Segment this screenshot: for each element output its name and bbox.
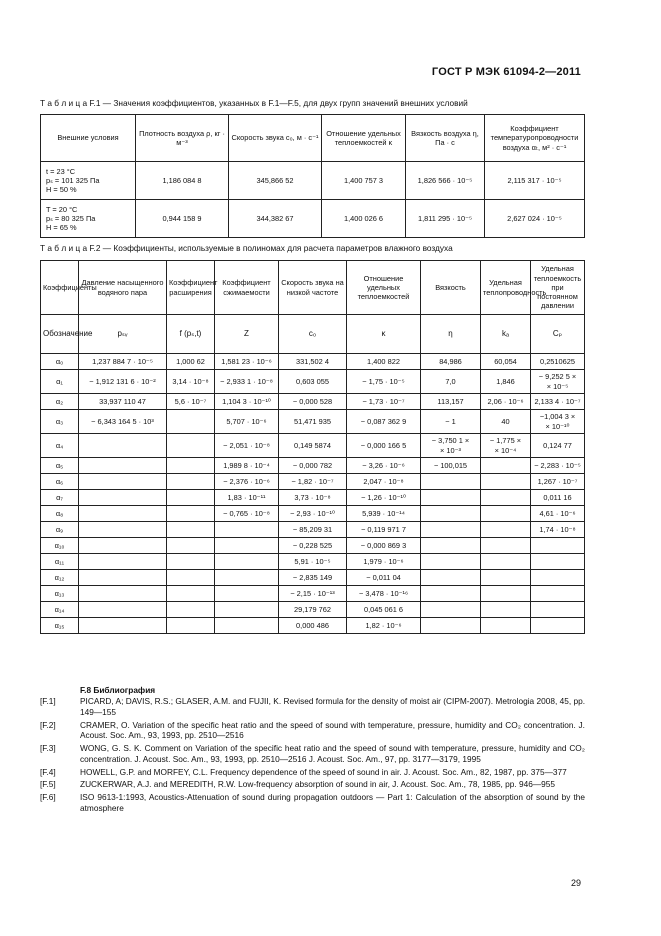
coefficient-label: α₁ [41, 370, 79, 394]
table-row [41, 506, 585, 522]
symbol-cell: pₛᵥ [79, 315, 167, 354]
table-cell: 1,186 084 8 [136, 162, 229, 200]
table-cell [167, 410, 215, 434]
table-cell [167, 458, 215, 474]
symbol-cell: η [421, 315, 481, 354]
symbol-cell: Cₚ [531, 315, 585, 354]
table-cell: 1,83 · 10⁻¹¹ [215, 490, 279, 506]
table-cell: 1,237 884 7 · 10⁻⁵ [79, 354, 167, 370]
table-cell [421, 490, 481, 506]
table-cell: − 1,75 · 10⁻⁵ [347, 370, 421, 394]
table-cell [421, 602, 481, 618]
conditions-cell [41, 162, 136, 200]
table-f2-header: Удельная теплоемкость при постоянном давлении [531, 261, 585, 315]
table-cell [167, 586, 215, 602]
table-cell [167, 474, 215, 490]
table-row [41, 586, 585, 602]
table-cell [79, 506, 167, 522]
table-cell: 1,000 62 [167, 354, 215, 370]
table-cell: − 2,93 · 10⁻¹⁰ [279, 506, 347, 522]
table-cell: − 0,228 525 [279, 538, 347, 554]
table-cell: − 9,252 5 × × 10⁻⁵ [531, 370, 585, 394]
table-cell: − 2,933 1 · 10⁻⁸ [215, 370, 279, 394]
reference-number: [F.3] [40, 743, 56, 754]
table-cell [79, 618, 167, 634]
reference-text: PICARD, A; DAVIS, R.S.; GLASER, A.M. and FUJII, K. Revised formula for the density of moist air (CIPM-2007). Metrologia 2008, 45, pp. 149—155 [80, 696, 585, 717]
table-cell: − 1,26 · 10⁻¹⁰ [347, 490, 421, 506]
table-cell [481, 474, 531, 490]
table-cell: − 6,343 164 5 · 10³ [79, 410, 167, 434]
coefficient-label: α₁₃ [41, 586, 79, 602]
condition-line: pₛ = 101 325 Па [46, 175, 100, 185]
table-row [41, 200, 585, 238]
condition-line: pₛ = 80 325 Па [46, 213, 96, 223]
table-cell [167, 602, 215, 618]
table-row [41, 490, 585, 506]
bibliography-entry [40, 767, 585, 778]
table-cell: − 3,750 1 × × 10⁻³ [421, 434, 481, 458]
table-cell: 2,06 · 10⁻⁶ [481, 394, 531, 410]
table-cell [481, 602, 531, 618]
table-cell: 0,2510625 [531, 354, 585, 370]
table-cell: − 0,765 · 10⁻⁸ [215, 506, 279, 522]
table-f2-header: Вязкость [421, 261, 481, 315]
table-cell [79, 554, 167, 570]
table-cell [421, 586, 481, 602]
table-cell [167, 490, 215, 506]
table-f2-header: Удельная теплопроводность [481, 261, 531, 315]
table-cell: 0,944 158 9 [136, 200, 229, 238]
table-cell: 2,133 4 · 10⁻⁷ [531, 394, 585, 410]
reference-text: HOWELL, G.P. and MORFEY, C.L. Frequency dependence of the speed of sound in air. J. Acoust. Soc. Am., 82, 1987, pp. 375—377 [80, 766, 567, 777]
coefficient-label: α₉ [41, 522, 79, 538]
table-f1-caption: Т а б л и ц а F.1 — Значения коэффициентов, указанных в F.1—F.5, для двух групп значений внешних условий [40, 98, 468, 108]
table-cell [215, 618, 279, 634]
table-cell [421, 618, 481, 634]
table-f2-header: Коэффициенты [41, 261, 79, 315]
table-cell: 0,045 061 6 [347, 602, 421, 618]
symbol-cell: kₐ [481, 315, 531, 354]
table-cell [531, 586, 585, 602]
table-row [41, 554, 585, 570]
table-cell [531, 570, 585, 586]
table-cell [481, 570, 531, 586]
table-cell: 5,707 · 10⁻⁶ [215, 410, 279, 434]
table-row [41, 370, 585, 394]
table-f2-symbol-row [41, 315, 585, 354]
table-cell: 60,054 [481, 354, 531, 370]
table-cell: 2,115 317 · 10⁻⁵ [485, 162, 585, 200]
coefficient-label: α₁₂ [41, 570, 79, 586]
table-cell: − 2,15 · 10⁻¹³ [279, 586, 347, 602]
table-cell: 29,179 762 [279, 602, 347, 618]
reference-text: WONG, G. S. K. Comment on Variation of the specific heat ratio and the speed of sound with temperature, pressure, humidity and CO₂ concentration. J. Acoust. Soc. Am., 93, 1993, pp. 2510—2516 J. Acoust. Soc. Am., 97, pp. 3177—3179, 1995 [80, 743, 585, 764]
coefficient-label: α₁₁ [41, 554, 79, 570]
table-cell [531, 602, 585, 618]
table-row [41, 618, 585, 634]
table-cell [167, 506, 215, 522]
standard-header: ГОСТ Р МЭК 61094-2—2011 [431, 66, 581, 78]
table-cell: 1,400 026 6 [322, 200, 406, 238]
table-cell [79, 602, 167, 618]
table-cell [531, 538, 585, 554]
table-cell: 0,011 16 [531, 490, 585, 506]
table-row [41, 522, 585, 538]
table-cell: − 0,011 04 [347, 570, 421, 586]
table-f1-header: Вязкость воздуха η, Па · с [406, 115, 485, 162]
table-cell: − 2,376 · 10⁻⁶ [215, 474, 279, 490]
reference-number: [F.6] [40, 792, 56, 803]
reference-number: [F.2] [40, 719, 56, 730]
table-cell [531, 554, 585, 570]
bibliography-entry [40, 779, 585, 790]
table-cell: 40 [481, 410, 531, 434]
table-cell: 2,627 024 · 10⁻⁵ [485, 200, 585, 238]
table-row [41, 394, 585, 410]
bibliography-entry [40, 792, 585, 814]
table-f1-header: Коэффициент температуропроводности воздуха αₜ, м² · с⁻¹ [485, 115, 585, 162]
table-cell [167, 538, 215, 554]
table-cell: 1,581 23 · 10⁻⁶ [215, 354, 279, 370]
table-f2 [40, 260, 585, 634]
table-cell [215, 554, 279, 570]
coefficient-label: α₁₅ [41, 618, 79, 634]
table-cell: 1,979 · 10⁻⁶ [347, 554, 421, 570]
table-cell [481, 458, 531, 474]
table-f2-header-row [41, 261, 585, 315]
table-cell: 1,267 · 10⁻⁷ [531, 474, 585, 490]
condition-line: t = 23 °C [46, 166, 76, 176]
symbol-cell: f (pₛ,t) [167, 315, 215, 354]
table-f1-header: Плотность воздуха ρ, кг · м⁻³ [136, 115, 229, 162]
table-cell: 0,149 5874 [279, 434, 347, 458]
table-cell: 5,6 · 10⁻⁷ [167, 394, 215, 410]
symbol-cell: κ [347, 315, 421, 354]
table-cell: 331,502 4 [279, 354, 347, 370]
table-cell [167, 554, 215, 570]
symbol-label: Обозначение [41, 315, 79, 354]
table-cell [167, 570, 215, 586]
table-cell [167, 618, 215, 634]
condition-line: H = 65 % [46, 223, 77, 233]
table-cell: 0,000 486 [279, 618, 347, 634]
coefficient-label: α₆ [41, 474, 79, 490]
table-cell: 1,82 · 10⁻⁶ [347, 618, 421, 634]
table-cell: − 85,209 31 [279, 522, 347, 538]
table-cell: 5,939 · 10⁻¹⁴ [347, 506, 421, 522]
table-cell [79, 570, 167, 586]
reference-text: ZUCKERWAR, A.J. and MEREDITH, R.W. Low-frequency absorption of sound in air, J. Acoust. Soc. Am., 78, 1985, pp. 946—955 [80, 779, 555, 790]
table-cell [481, 522, 531, 538]
bibliography-entry [40, 743, 585, 765]
table-cell: 1,826 566 · 10⁻⁵ [406, 162, 485, 200]
table-cell: 0,603 055 [279, 370, 347, 394]
table-row [41, 354, 585, 370]
table-cell: −1,004 3 × × 10⁻¹⁰ [531, 410, 585, 434]
table-cell: 1,400 757 3 [322, 162, 406, 200]
table-cell: 33,937 110 47 [79, 394, 167, 410]
table-row [41, 538, 585, 554]
reference-number: [F.5] [40, 779, 56, 790]
table-cell [421, 554, 481, 570]
table-cell [481, 586, 531, 602]
table-cell [215, 602, 279, 618]
table-f2-header: Отношение удельных теплоемкостей [347, 261, 421, 315]
coefficient-label: α₈ [41, 506, 79, 522]
table-cell [481, 490, 531, 506]
table-cell [481, 618, 531, 634]
table-cell: − 1,82 · 10⁻⁷ [279, 474, 347, 490]
table-f1 [40, 114, 585, 238]
bibliography-title: F.8 Библиография [80, 685, 156, 695]
table-cell [79, 522, 167, 538]
table-f2-header: Коэффициент расширения [167, 261, 215, 315]
table-cell: − 3,26 · 10⁻⁶ [347, 458, 421, 474]
coefficient-label: α₃ [41, 410, 79, 434]
table-cell: − 0,087 362 9 [347, 410, 421, 434]
table-cell [215, 570, 279, 586]
coefficient-label: α₁₄ [41, 602, 79, 618]
table-cell: − 3,478 · 10⁻¹⁶ [347, 586, 421, 602]
table-cell: − 2,051 · 10⁻⁸ [215, 434, 279, 458]
reference-number: [F.1] [40, 696, 56, 706]
table-cell [79, 458, 167, 474]
table-cell: − 1,775 × × 10⁻⁴ [481, 434, 531, 458]
table-cell [79, 434, 167, 458]
table-cell: − 2,283 · 10⁻⁵ [531, 458, 585, 474]
reference-text: CRAMER, O. Variation of the specific heat ratio and the speed of sound with temperature, pressure, humidity and CO₂ concentration. J. Acoust. Soc. Am., 93, 1993, pp. 2510—2516 [80, 719, 585, 741]
table-row [41, 570, 585, 586]
table-cell: − 0,119 971 7 [347, 522, 421, 538]
table-cell: 3,14 · 10⁻⁸ [167, 370, 215, 394]
coefficient-label: α₇ [41, 490, 79, 506]
reference-number: [F.4] [40, 766, 56, 777]
coefficient-label: α₄ [41, 434, 79, 458]
table-cell [167, 434, 215, 458]
table-cell: − 0,000 869 3 [347, 538, 421, 554]
table-cell: − 0,000 782 [279, 458, 347, 474]
table-f1-header: Скорость звука c₀, м · с⁻¹ [229, 115, 322, 162]
table-cell: 0,124 77 [531, 434, 585, 458]
coefficient-label: α₀ [41, 354, 79, 370]
table-f2-header: Давление насыщенного водяного пара [79, 261, 167, 315]
conditions-cell [41, 200, 136, 238]
table-cell: 344,382 67 [229, 200, 322, 238]
table-cell [79, 586, 167, 602]
table-cell: 2,047 · 10⁻⁸ [347, 474, 421, 490]
table-cell [167, 522, 215, 538]
bibliography-list [40, 696, 585, 814]
table-f2-header: Скорость звука на низкой частоте [279, 261, 347, 315]
table-cell: 1,846 [481, 370, 531, 394]
condition-line: T = 20 °C [46, 204, 78, 214]
table-row [41, 602, 585, 618]
table-cell [421, 538, 481, 554]
table-cell: 5,91 · 10⁻⁵ [279, 554, 347, 570]
table-row [41, 474, 585, 490]
table-cell [421, 474, 481, 490]
coefficient-label: α₂ [41, 394, 79, 410]
table-cell: − 1,73 · 10⁻⁷ [347, 394, 421, 410]
table-cell [481, 538, 531, 554]
table-f2-caption: Т а б л и ц а F.2 — Коэффициенты, используемые в полиномах для расчета параметров влажного воздуха [40, 243, 453, 253]
coefficient-label: α₅ [41, 458, 79, 474]
table-cell [421, 570, 481, 586]
table-row [41, 410, 585, 434]
table-cell: 113,157 [421, 394, 481, 410]
table-cell: 1,400 822 [347, 354, 421, 370]
coefficient-label: α₁₀ [41, 538, 79, 554]
table-cell: 1,989 8 · 10⁻⁴ [215, 458, 279, 474]
table-cell [79, 538, 167, 554]
table-cell: 1,811 295 · 10⁻⁵ [406, 200, 485, 238]
table-cell [79, 474, 167, 490]
bibliography [40, 685, 585, 816]
table-f2-body [41, 354, 585, 634]
table-f2-header: Коэффициент сжимаемости [215, 261, 279, 315]
table-cell [215, 586, 279, 602]
table-f1-header: Внешние условия [41, 115, 136, 162]
table-cell: 1,104 3 · 10⁻¹⁰ [215, 394, 279, 410]
table-cell [421, 522, 481, 538]
table-cell: − 100,015 [421, 458, 481, 474]
table-cell [481, 506, 531, 522]
table-cell: − 2,835 149 [279, 570, 347, 586]
reference-text: ISO 9613-1:1993, Acoustics-Attenuation of sound during propagation outdoors — Part 1: Calculation of the absorption of sound by the atmosphere [80, 792, 585, 814]
bibliography-entry [40, 696, 585, 718]
page-number: 29 [570, 878, 581, 888]
table-cell: 4,61 · 10⁻⁶ [531, 506, 585, 522]
table-cell [215, 522, 279, 538]
table-cell [215, 538, 279, 554]
table-f1-header: Отношение удельных теплоемкостей κ [322, 115, 406, 162]
table-cell: − 0,000 166 5 [347, 434, 421, 458]
table-cell: 51,471 935 [279, 410, 347, 434]
table-cell: 1,74 · 10⁻⁸ [531, 522, 585, 538]
table-cell [481, 554, 531, 570]
table-f1-header-row [41, 115, 585, 162]
table-row [41, 162, 585, 200]
table-cell: − 0,000 528 [279, 394, 347, 410]
table-row [41, 458, 585, 474]
table-cell: 345,866 52 [229, 162, 322, 200]
table-cell [531, 618, 585, 634]
condition-line: H = 50 % [46, 185, 77, 195]
table-cell: − 1 [421, 410, 481, 434]
bibliography-entry [40, 720, 585, 742]
symbol-cell: c₀ [279, 315, 347, 354]
table-cell [421, 506, 481, 522]
table-cell: 84,986 [421, 354, 481, 370]
table-cell: − 1,912 131 6 · 10⁻² [79, 370, 167, 394]
table-row [41, 434, 585, 458]
table-cell: 3,73 · 10⁻⁸ [279, 490, 347, 506]
table-cell [79, 490, 167, 506]
symbol-cell: Z [215, 315, 279, 354]
table-cell: 7,0 [421, 370, 481, 394]
